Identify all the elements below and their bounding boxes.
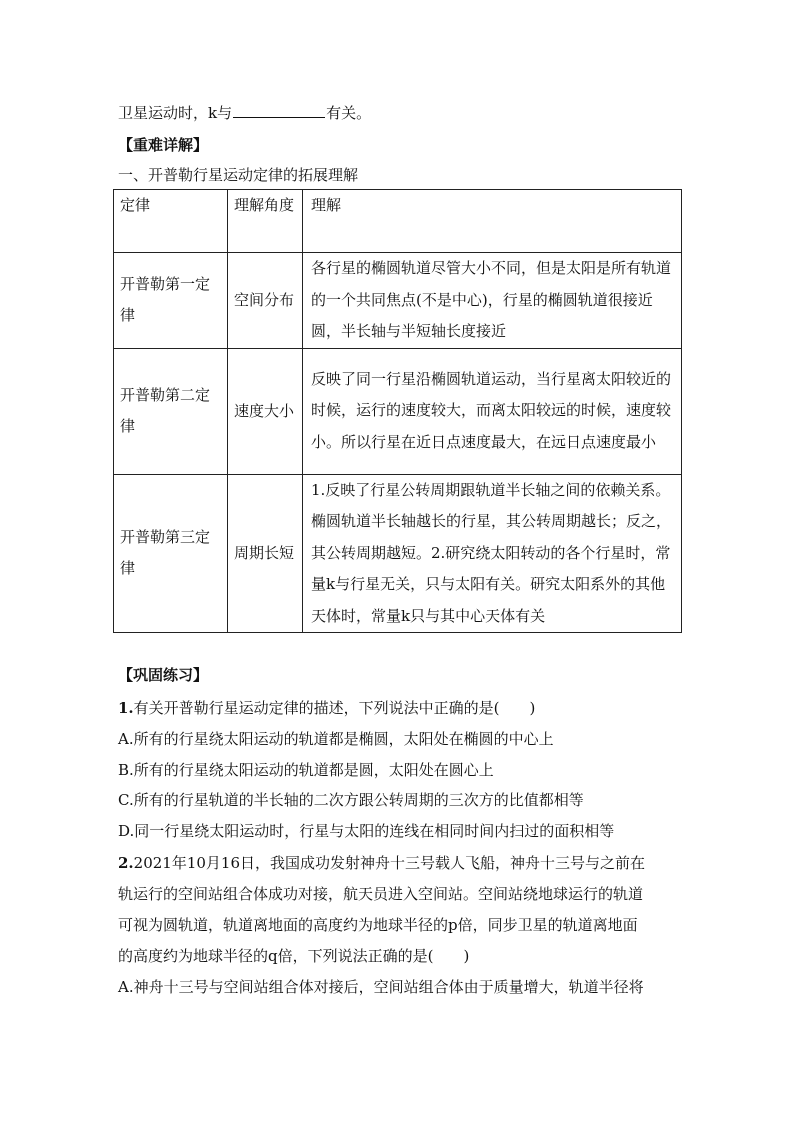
table-row bbox=[114, 348, 682, 474]
explanation-cell: 反映了同一行星沿椭圆轨道运动，当行星离太阳较近的时候，运行的速度较大，而离太阳较远的时候，速度较小。所以行星在近日点速度最大，在远日点速度最小 bbox=[303, 348, 682, 474]
law-cell: 开普勒第一定律 bbox=[114, 253, 228, 349]
table-row bbox=[114, 474, 682, 633]
intro-text-after: 有关。 bbox=[326, 104, 372, 122]
q1-option-b: B.所有的行星绕太阳运动的轨道都是圆，太阳处在圆心上 bbox=[118, 761, 494, 779]
question-number: 2. bbox=[118, 854, 134, 872]
section-heading: 【重难详解】 bbox=[118, 136, 209, 154]
question-2-line-1 bbox=[118, 852, 645, 874]
question-1-stem bbox=[118, 697, 535, 719]
angle-cell: 周期长短 bbox=[228, 474, 303, 633]
law-cell: 开普勒第二定律 bbox=[114, 348, 228, 474]
practice-heading: 【巩固练习】 bbox=[118, 666, 209, 684]
intro-text-before: 卫星运动时，k与 bbox=[118, 104, 233, 122]
law-cell: 开普勒第三定律 bbox=[114, 474, 228, 633]
angle-cell: 速度大小 bbox=[228, 348, 303, 474]
explanation-cell: 1.反映了行星公转周期跟轨道半长轴之间的依赖关系。椭圆轨道半长轴越长的行星，其公转周期越长；反之，其公转周期越短。2.研究绕太阳转动的各个行星时，常量k与行星无关，只与太阳有关。研究太阳系外的其他天体时，常量k只与其中心天体有关 bbox=[303, 474, 682, 633]
fill-in-blank bbox=[233, 103, 325, 118]
q1-option-a: A.所有的行星绕太阳运动的轨道都是椭圆，太阳处在椭圆的中心上 bbox=[118, 730, 554, 748]
header-cell-angle: 理解角度 bbox=[228, 190, 303, 253]
table-header-row bbox=[114, 190, 682, 253]
q1-option-c: C.所有的行星轨道的半长轴的二次方跟公转周期的三次方的比值都相等 bbox=[118, 791, 584, 809]
intro-line bbox=[118, 102, 371, 124]
question-2-line-4: 的高度约为地球半径的q倍，下列说法正确的是( ) bbox=[118, 947, 470, 965]
angle-cell: 空间分布 bbox=[228, 253, 303, 349]
question-number: 1. bbox=[118, 699, 134, 717]
question-2-line-3: 可视为圆轨道，轨道离地面的高度约为地球半径的p倍，同步卫星的轨道离地面 bbox=[118, 916, 638, 934]
header-cell-law: 定律 bbox=[114, 190, 228, 253]
table-row bbox=[114, 253, 682, 349]
subheading: 一、开普勒行星运动定律的拓展理解 bbox=[118, 166, 359, 184]
header-cell-explanation: 理解 bbox=[303, 190, 682, 253]
question-text: 2021年10月16日，我国成功发射神舟十三号载人飞船，神舟十三号与之前在 bbox=[133, 854, 646, 872]
q2-option-a: A.神舟十三号与空间站组合体对接后，空间站组合体由于质量增大，轨道半径将 bbox=[118, 978, 644, 996]
q1-option-d: D.同一行星绕太阳运动时，行星与太阳的连线在相同时间内扫过的面积相等 bbox=[118, 822, 615, 840]
explanation-cell: 各行星的椭圆轨道尽管大小不同，但是太阳是所有轨道的一个共同焦点(不是中心)，行星的椭圆轨道很接近圆，半长轴与半短轴长度接近 bbox=[303, 253, 682, 349]
question-text: 有关开普勒行星运动定律的描述，下列说法中正确的是( ) bbox=[133, 699, 536, 717]
kepler-laws-table bbox=[113, 189, 682, 633]
question-2-line-2: 轨运行的空间站组合体成功对接，航天员进入空间站。空间站绕地球运行的轨道 bbox=[118, 885, 644, 903]
